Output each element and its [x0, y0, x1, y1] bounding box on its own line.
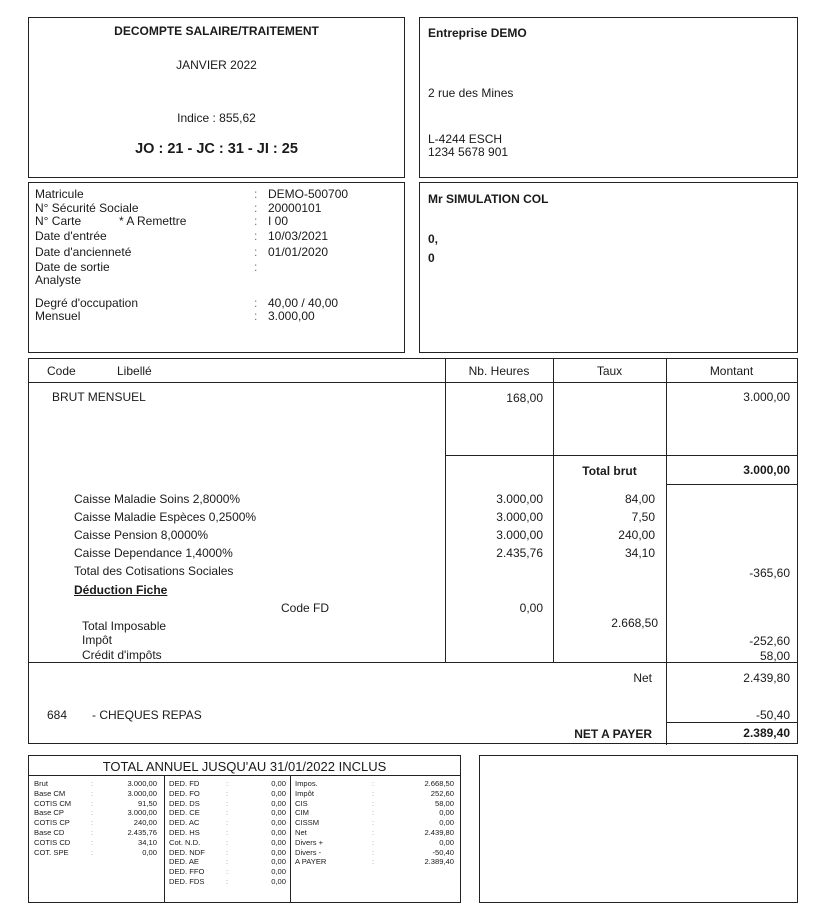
annual-item-value: 0,00 — [439, 837, 454, 847]
annual-item-label: Impôt — [295, 788, 314, 798]
annual-totals-box — [28, 755, 461, 903]
deduction-heading-text: Déduction Fiche — [74, 583, 168, 597]
annual-item-separator: : — [372, 837, 375, 847]
tax-amount: -252,60 — [749, 634, 790, 648]
tax-credit-label: Crédit d'impôts — [82, 648, 162, 662]
annual-item-label: Cot. N.D. — [169, 837, 201, 847]
info-value: 01/01/2020 — [268, 245, 329, 259]
annual-item-label: DED. DS — [169, 798, 200, 808]
annual-item-separator: : — [372, 847, 375, 857]
net-pay-amount: 2.389,40 — [743, 726, 790, 740]
contribution-base: 3.000,00 — [496, 510, 543, 524]
salary-index: Indice : 855,62 — [177, 111, 256, 125]
employee-info-box — [28, 182, 405, 353]
info-value: DEMO-500700 — [268, 187, 349, 201]
column-header-amount: Montant — [709, 364, 754, 378]
employer-number: 1234 5678 901 — [428, 145, 509, 159]
gross-hours: 168,00 — [506, 391, 543, 405]
annual-title-divider — [29, 775, 460, 776]
employee-address-box — [419, 182, 798, 353]
column-header-code: Code — [47, 364, 76, 378]
annual-item-value: 3.000,00 — [127, 808, 157, 818]
annual-item-label: Brut — [34, 779, 48, 788]
taxable-label: Total Imposable — [82, 619, 167, 633]
meal-voucher-amount: -50,40 — [755, 708, 790, 722]
working-days: JO : 21 - JC : 31 - JI : 25 — [135, 141, 298, 157]
info-label: Analyste — [35, 273, 82, 287]
employer-name: Entreprise DEMO — [428, 26, 527, 40]
contribution-base: 2.435,76 — [496, 546, 543, 560]
tax-credit-amount: 58,00 — [759, 649, 790, 663]
annual-item-separator: : — [372, 857, 375, 867]
column-divider — [666, 359, 667, 745]
annual-item-label: DED. FO — [169, 788, 200, 798]
annual-item-value: 3.000,00 — [127, 788, 157, 798]
pay-period: JANVIER 2022 — [176, 58, 257, 72]
gross-label: BRUT MENSUEL — [52, 390, 146, 404]
annual-item-value: 0,00 — [271, 857, 286, 867]
meal-voucher-label: - CHEQUES REPAS — [92, 708, 202, 722]
annual-item-separator: : — [372, 779, 375, 788]
annual-item-separator: : — [226, 779, 229, 788]
annual-item-separator: : — [226, 808, 229, 818]
annual-item-value: 0,00 — [271, 837, 286, 847]
annual-item-separator: : — [372, 798, 375, 808]
annual-item-separator: : — [226, 837, 229, 847]
annual-item-value: 91,50 — [137, 798, 157, 808]
annual-item-separator: : — [91, 847, 94, 857]
column-header-rate: Taux — [596, 364, 623, 378]
contribution-amount: 240,00 — [618, 528, 655, 542]
info-label: Date d'entrée — [35, 229, 107, 243]
annual-item-label: DED. AC — [169, 818, 200, 828]
annual-item-value: 0,00 — [142, 847, 157, 857]
payslip-header — [28, 17, 405, 178]
annual-item-separator: : — [91, 779, 94, 788]
info-separator: : — [254, 260, 258, 274]
info-separator: : — [254, 187, 258, 201]
header-divider — [29, 382, 797, 383]
annual-item-separator: : — [372, 818, 375, 828]
info-label-extra: * A Remettre — [119, 214, 187, 228]
net-pay-label: NET A PAYER — [574, 727, 652, 741]
annual-item-separator: : — [226, 877, 229, 886]
contribution-amount: 34,10 — [624, 546, 655, 560]
info-separator: : — [254, 201, 258, 215]
info-separator: : — [254, 214, 258, 228]
annual-item-separator: : — [226, 857, 229, 867]
annual-item-separator: : — [372, 788, 375, 798]
employee-address-line1: 0, — [428, 232, 439, 246]
deduction-code-label: Code FD — [281, 601, 330, 615]
total-contributions-amount: -365,60 — [749, 566, 790, 580]
deduction-heading — [74, 583, 167, 597]
annual-item-value: 0,00 — [271, 828, 286, 837]
annual-item-label: DED. AE — [169, 857, 199, 867]
payslip-table — [28, 358, 798, 744]
contribution-amount: 7,50 — [631, 510, 655, 524]
annual-item-value: 2.435,76 — [127, 828, 157, 837]
annual-item-separator: : — [372, 828, 375, 837]
annual-item-value: 58,00 — [434, 798, 454, 808]
info-label: Degré d'occupation — [35, 296, 139, 310]
annual-item-label: DED. FFO — [169, 867, 205, 877]
annual-item-label: COT. SPE — [34, 847, 69, 857]
annual-item-separator: : — [226, 828, 229, 837]
info-value: 10/03/2021 — [268, 229, 329, 243]
annual-item-label: DED. CE — [169, 808, 200, 818]
subtotal-divider — [666, 484, 797, 485]
document-title: DECOMPTE SALAIRE/TRAITEMENT — [114, 24, 319, 38]
annual-item-label: CIS — [295, 798, 308, 808]
info-separator: : — [254, 229, 258, 243]
annual-item-separator: : — [226, 798, 229, 808]
annual-item-value: 0,00 — [271, 877, 286, 886]
annual-item-label: COTIS CM — [34, 798, 72, 808]
gross-amount: 3.000,00 — [743, 390, 790, 404]
info-label: Date d'ancienneté — [35, 245, 132, 259]
annual-item-label: A PAYER — [295, 857, 327, 867]
annual-item-label: DED. NDF — [169, 847, 205, 857]
annual-item-label: DED. FD — [169, 779, 200, 788]
annual-item-separator: : — [91, 828, 94, 837]
taxable-value: 2.668,50 — [611, 616, 658, 630]
info-label: Matricule — [35, 187, 84, 201]
annual-item-separator: : — [226, 867, 229, 877]
column-header-label: Libellé — [117, 364, 152, 378]
annual-item-separator: : — [91, 808, 94, 818]
employee-address-line2: 0 — [428, 251, 435, 265]
annual-item-label: COTIS CD — [34, 837, 71, 847]
annual-item-label: CISSM — [295, 818, 320, 828]
net-amount: 2.439,80 — [743, 671, 790, 685]
annual-item-separator: : — [226, 788, 229, 798]
annual-item-value: 0,00 — [271, 808, 286, 818]
annual-item-label: Divers - — [295, 847, 322, 857]
net-label: Net — [633, 671, 652, 685]
info-value: 3.000,00 — [268, 309, 315, 323]
annual-item-value: 3.000,00 — [127, 779, 157, 788]
total-contributions-label: Total des Cotisations Sociales — [74, 564, 234, 578]
contribution-base: 3.000,00 — [496, 528, 543, 542]
annual-item-label: DED. FDS — [169, 877, 205, 886]
info-label: Mensuel — [35, 309, 81, 323]
annual-item-label: Base CM — [34, 788, 66, 798]
employer-box — [419, 17, 798, 178]
info-label: N° Carte — [35, 214, 82, 228]
annual-item-label: Net — [295, 828, 307, 837]
info-label: N° Sécurité Sociale — [35, 201, 139, 215]
info-separator: : — [254, 296, 258, 310]
annual-item-separator: : — [91, 798, 94, 808]
annual-item-label: Base CP — [34, 808, 64, 818]
net-pay-divider — [666, 722, 797, 723]
annual-item-label: COTIS CP — [34, 818, 70, 828]
info-value: I 00 — [268, 214, 289, 228]
column-header-hours: Nb. Heures — [468, 364, 530, 378]
tax-label: Impôt — [82, 633, 113, 647]
meal-voucher-code: 684 — [47, 708, 68, 722]
annual-item-value: 0,00 — [271, 867, 286, 877]
annual-item-value: 2.668,50 — [424, 779, 454, 788]
employer-city: L-4244 ESCH — [428, 132, 503, 146]
annual-item-separator: : — [226, 847, 229, 857]
contribution-base: 3.000,00 — [496, 492, 543, 506]
annual-item-value: 2.389,40 — [424, 857, 454, 867]
total-gross-label: Total brut — [582, 464, 637, 478]
annual-item-value: 2.439,80 — [424, 828, 454, 837]
annual-item-value: 0,00 — [271, 847, 286, 857]
annual-column-divider — [164, 775, 165, 902]
employer-street: 2 rue des Mines — [428, 86, 514, 100]
annual-column-divider — [290, 775, 291, 902]
annual-item-value: 240,00 — [133, 818, 157, 828]
annual-item-separator: : — [91, 788, 94, 798]
total-gross-amount: 3.000,00 — [743, 463, 790, 477]
annual-item-label: Divers + — [295, 837, 324, 847]
contribution-amount: 84,00 — [624, 492, 655, 506]
annual-item-value: 0,00 — [271, 788, 286, 798]
annual-item-label: CIM — [295, 808, 309, 818]
contribution-label: Caisse Maladie Espèces 0,2500% — [74, 510, 257, 524]
info-separator: : — [254, 309, 258, 323]
annual-item-label: DED. HS — [169, 828, 200, 837]
annual-item-label: Base CD — [34, 828, 65, 837]
deduction-code-value: 0,00 — [519, 601, 543, 615]
annual-item-value: 0,00 — [439, 808, 454, 818]
annual-item-value: -50,40 — [432, 847, 454, 857]
annual-item-value: 252,60 — [430, 788, 454, 798]
contribution-label: Caisse Dependance 1,4000% — [74, 546, 233, 560]
contribution-label: Caisse Maladie Soins 2,8000% — [74, 492, 241, 506]
annual-item-separator: : — [226, 818, 229, 828]
annual-item-separator: : — [91, 818, 94, 828]
info-separator: : — [254, 245, 258, 259]
info-label: Date de sortie — [35, 260, 110, 274]
notes-box — [479, 755, 798, 903]
annual-item-value: 0,00 — [271, 798, 286, 808]
annual-totals-title: TOTAL ANNUEL JUSQU'AU 31/01/2022 INCLUS — [102, 759, 387, 774]
annual-item-value: 0,00 — [439, 818, 454, 828]
annual-item-value: 0,00 — [271, 818, 286, 828]
info-value: 40,00 / 40,00 — [268, 296, 339, 310]
subtotal-divider — [445, 455, 797, 456]
annual-item-separator: : — [372, 808, 375, 818]
employee-name: Mr SIMULATION COL — [428, 192, 549, 206]
annual-item-label: Impos. — [295, 779, 318, 788]
info-value: 20000101 — [268, 201, 322, 215]
annual-item-value: 34,10 — [137, 837, 157, 847]
annual-item-value: 0,00 — [271, 779, 286, 788]
annual-item-separator: : — [91, 837, 94, 847]
contribution-label: Caisse Pension 8,0000% — [74, 528, 209, 542]
